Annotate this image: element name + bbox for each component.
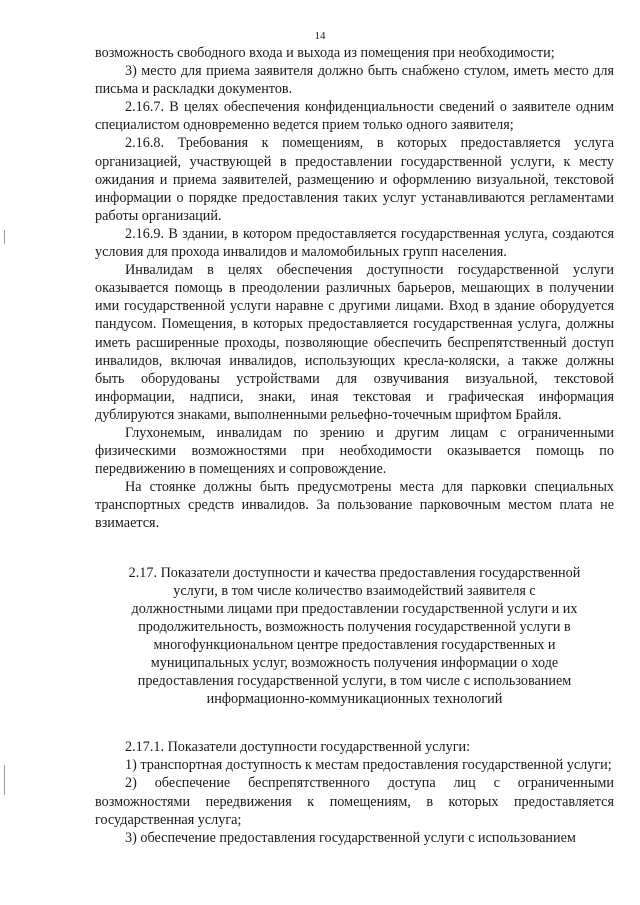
document-body bbox=[95, 44, 614, 847]
paragraph-2-16-7: 2.16.7. В целях обеспечения конфиденциальности сведений о заявителе одним специалистом одновременно ведется прием только одного заявителя; bbox=[95, 99, 614, 134]
paragraph-2-17-1: 2.17.1. Показатели доступности государственной услуги: bbox=[125, 739, 471, 756]
paragraph-barrier-free: 2) обеспечение беспрепятственного доступа лиц с ограниченными возможностями передвижения к помещениям, в которых предоставляется государственная услуга; bbox=[95, 775, 614, 828]
paragraph-2-16-8: 2.16.8. Требования к помещениям, в которых предоставляется услуга организацией, участвующей в предоставлении государственной услуги, к месту ожидания и приема заявителей, размещению и оформлению визуальной, текстовой информации о порядке предоставления таких услуг устанавливаются регламентами работы организаций. bbox=[95, 135, 614, 224]
paragraph-technology: 3) обеспечение предоставления государственной услуги с использованием bbox=[125, 829, 576, 846]
paragraph-deaf-assistance: Глухонемым, инвалидам по зрению и другим лицам с ограниченными физическими возможностями при необходимости оказывается помощь по передвижению в помещениях и сопровождение. bbox=[95, 424, 614, 478]
section-heading-text: 2.17. Показатели доступности и качества предоставления государственной услуги, в том числе количество взаимодействий заявителя с должностными лицами при предоставлении государственной услуги и их продолжительность, возможность получения государственной услуги в многофункциональном центре предоставления государственных и муниципальных услуг, возможность получения информации о ходе предоставления государственной услуги, в том числе с использованием информационно-коммуникационных технологий bbox=[128, 564, 581, 708]
paragraph-continuation: возможность свободного входа и выхода из помещения при необходимости; bbox=[95, 45, 555, 61]
scan-edge-mark-top bbox=[4, 230, 5, 244]
paragraph-item-3: 3) место для приема заявителя должно быть снабжено стулом, иметь место для письма и раскладки документов. bbox=[95, 63, 614, 98]
scan-edge-mark-bottom bbox=[4, 765, 5, 795]
paragraph-transport: 1) транспортная доступность к местам предоставления государственной услуги; bbox=[125, 757, 612, 774]
paragraph-2-16-9: 2.16.9. В здании, в котором предоставляется государственная услуга, создаются условия для прохода инвалидов и маломобильных групп населения. bbox=[95, 225, 614, 261]
paragraph-parking: На стоянке должны быть предусмотрены места для парковки специальных транспортных средств инвалидов. За пользование парковочным местом плата не взимается. bbox=[95, 479, 614, 532]
page-number: 14 bbox=[314, 30, 326, 42]
section-heading-2-17 bbox=[95, 564, 614, 709]
paragraph-disabled-access: Инвалидам в целях обеспечения доступности государственной услуги оказывается помощь в преодолении различных барьеров, мешающих в получении ими государственной услуги наравне с другими лицами. Вход в здание оборудуется пандусом. Помещения, в которых предоставляется государственная услуга, должны иметь расширенные проходы, позволяющие обеспечить беспрепятственный доступ инвалидов, включая инвалидов, использующих кресла-коляски, а также должны быть оборудованы устройствами для озвучивания визуальной, текстовой информации, надписи, знаки, иная текстовая и графическая информация дублируются знаками, выполненными рельефно-точечным шрифтом Брайля. bbox=[95, 262, 614, 423]
